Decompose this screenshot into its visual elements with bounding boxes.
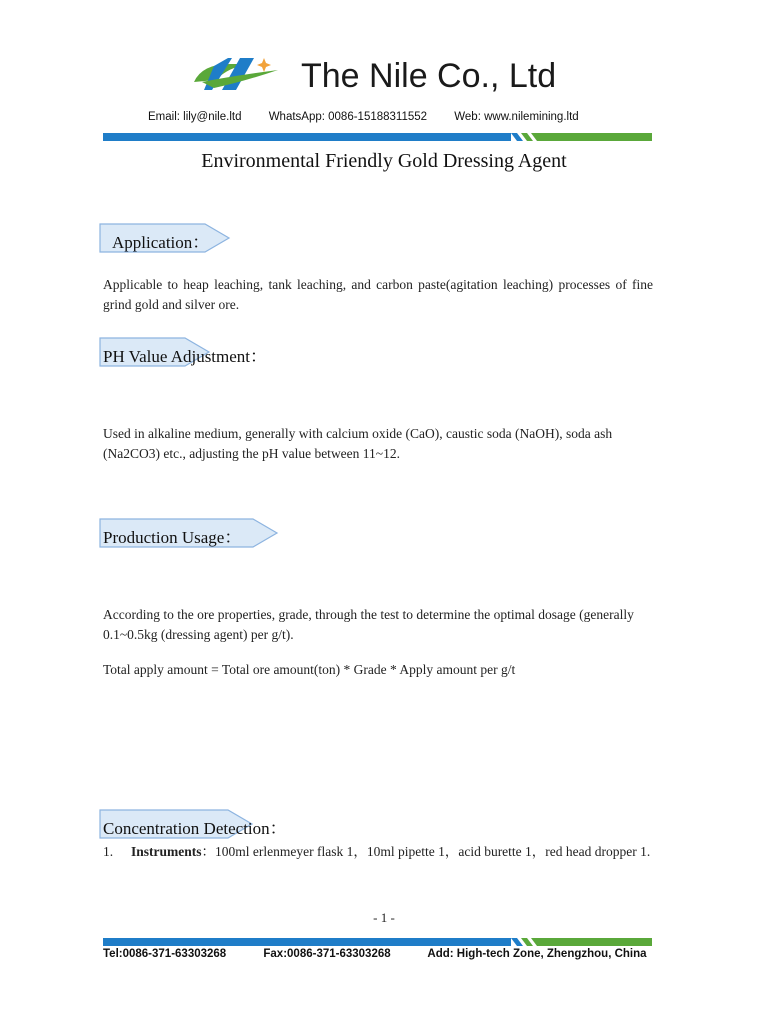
footer-address: Add: High-tech Zone, Zhengzhou, China (427, 948, 647, 960)
apply-amount-formula: Total apply amount = Total ore amount(ton) * Grade * Apply amount per g/t (103, 662, 516, 677)
footer-rule (103, 938, 652, 946)
heading-ph-text: PH Value Adjustment： (103, 347, 268, 366)
heading-concentration (99, 809, 287, 839)
document-title: Environmental Friendly Gold Dressing Agent (201, 150, 567, 172)
footer-contact (103, 948, 681, 960)
footer-fax: Fax:0086-371-63303268 (263, 948, 391, 960)
heading-application (99, 223, 231, 253)
instruments-text: ：100ml erlenmeyer flask 1，10ml pipette 1，acid burette 1，red head dropper 1. (201, 844, 651, 859)
heading-concentration-text: Concentration Detection： (103, 819, 287, 838)
ph-paragraph: Used in alkaline medium, generally with calcium oxide (CaO), caustic soda (NaOH), soda ash (Na2CO3) etc., adjusting the pH value between 11~12. (103, 426, 613, 461)
heading-ph (99, 337, 268, 367)
list-item-body (131, 842, 653, 862)
list-number: 1. (103, 844, 114, 859)
web-text: Web: www.nilemining.ltd (454, 111, 579, 123)
heading-application-text: Application： (112, 233, 210, 252)
heading-production-text: Production Usage： (103, 528, 242, 547)
production-paragraph: According to the ore properties, grade, through the test to determine the optimal dosage (generally 0.1~0.5kg (dressing agent) per g/t). (103, 607, 634, 642)
header-rule (103, 133, 652, 141)
footer-tel: Tel:0086-371-63303268 (103, 948, 227, 960)
company-name: The Nile Co., Ltd (301, 57, 557, 95)
company-logo (192, 52, 284, 96)
whatsapp-text: WhatsApp: 0086-15188311552 (268, 111, 428, 123)
application-paragraph: Applicable to heap leaching, tank leaching, and carbon paste(agitation leaching) processes of fine grind gold and silver ore. (103, 277, 653, 312)
heading-production (99, 518, 279, 548)
instruments-label: Instruments (131, 844, 202, 859)
page-number: - 1 - (373, 910, 395, 925)
contact-line (148, 111, 603, 123)
email-text: Email: lily@nile.ltd (148, 111, 242, 123)
